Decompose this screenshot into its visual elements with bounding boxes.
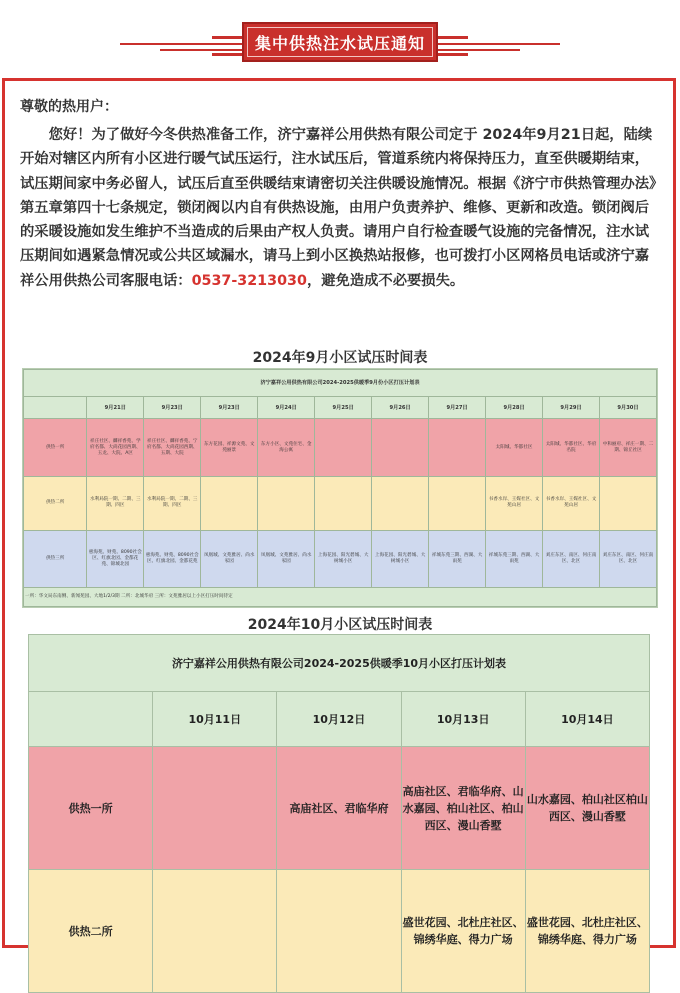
notice-body	[20, 97, 660, 293]
date-header: 10月12日	[277, 692, 401, 747]
schedule-cell: 山水嘉园、柏山社区柏山西区、漫山香墅	[525, 747, 649, 870]
schedule-cell: 凤凰城、文苑雅居、尚水家园	[258, 530, 315, 588]
notice-text-end: ，避免造成不必要损失。	[306, 272, 465, 289]
schedule-cell: 惠海苑、财苑、8090社会区、红旗北园、金都花苑	[144, 530, 201, 588]
schedule-cell: 水利局院一期、二期、三期、四区	[87, 477, 144, 531]
date-header: 9月21日	[87, 396, 144, 419]
corner-cell	[24, 396, 87, 419]
schedule-cell	[277, 870, 401, 993]
schedule-cell: 太阳城、华都社区	[486, 419, 543, 477]
date-header: 9月26日	[372, 396, 429, 419]
schedule-cell: 书香水岸、王媒社区、文苑山居	[486, 477, 543, 531]
schedule-cell	[315, 477, 372, 531]
schedule-cell: 刘庄东区、南区、何庄南区、北区	[543, 530, 600, 588]
september-table-title: 济宁嘉祥公用供热有限公司2024-2025供暖季9月份小区打压计划表	[24, 370, 657, 397]
september-section-title: 2024年9月小区试压时间表	[252, 350, 428, 366]
september-schedule-table	[22, 368, 658, 608]
schedule-cell: 东方花园、祥源文苑、文苑丽景	[201, 419, 258, 477]
schedule-cell: 上海花园、阳光碧城、大树城小区	[372, 530, 429, 588]
schedule-cell: 凤凰城、文苑雅居、尚水家园	[201, 530, 258, 588]
schedule-cell: 书香水岸、王媒社区、文苑山居	[543, 477, 600, 531]
date-header: 9月25日	[315, 396, 372, 419]
schedule-cell: 高庙社区、君临华府、山水嘉园、柏山社区、柏山西区、漫山香墅	[401, 747, 525, 870]
schedule-cell	[153, 870, 277, 993]
hotline-phone[interactable]: 0537-3213030	[191, 272, 307, 289]
date-header: 9月23日	[144, 396, 201, 419]
schedule-cell	[315, 419, 372, 477]
date-header: 9月28日	[486, 396, 543, 419]
schedule-cell: 中和丽府、祥庄一期、二期、锦丘社区	[600, 419, 657, 477]
schedule-cell	[258, 477, 315, 531]
date-header: 9月24日	[258, 396, 315, 419]
schedule-cell: 东方小区、文苑住宅、金海公寓	[258, 419, 315, 477]
station-label: 供热二所	[24, 477, 87, 531]
schedule-cell: 刘庄东区、南区、何庄南区、北区	[600, 530, 657, 588]
date-header: 10月13日	[401, 692, 525, 747]
schedule-cell: 盛世花园、北杜庄社区、锦绣华庭、得力广场	[525, 870, 649, 993]
date-header: 10月11日	[153, 692, 277, 747]
october-section-title: 2024年10月小区试压时间表	[247, 617, 433, 633]
schedule-cell: 祥城东苑三期、西湖、大雨苑	[429, 530, 486, 588]
station-label: 供热三所	[24, 530, 87, 588]
schedule-cell: 祥庄社区、麟祥香苑、宁府名都、大尚花园西期、五期、大院	[144, 419, 201, 477]
schedule-cell	[600, 477, 657, 531]
schedule-cell	[429, 477, 486, 531]
notice-text: 您好！为了做好今冬供热准备工作，济宁嘉祥公用供热有限公司定于 2024年9月21日起，陆续开始对辖区内所有小区进行暖气试压运行，注水试压后，管道系统内将保持压力，直至供暖期结束，试压期间家中务必留人，试压后直至供暖结束请密切关注供暖设施情况。根据《济宁市供热管理办法》第五章第四十七条规定，锁闭阀以内自有供热设施，由用户负责养护、维修、更新和改造。锁闭阀后的采暖设施如发生维护不当造成的后果由产权人负责。请用户自行检查暖气设施的完备情况，注水试压期间如遇紧急情况或公共区域漏水，请马上到小区换热站报修，也可拨打小区网格员电话或济宁嘉祥公用供热公司客服电话：	[20, 127, 657, 289]
schedule-cell: 祥城东苑三期、西湖、大雨苑	[486, 530, 543, 588]
schedule-cell: 高庙社区、君临华府	[277, 747, 401, 870]
schedule-cell: 太阳城、华都社区、华府名院	[543, 419, 600, 477]
schedule-cell	[372, 419, 429, 477]
station-label: 供热二所	[29, 870, 153, 993]
september-footnote: 一所：华文局东南侧、新闻苑园、大地1/2/3期 二所：北城华府 三所：文苑雅居以上小区打压时间待定	[24, 588, 657, 607]
station-label: 供热一所	[29, 747, 153, 870]
schedule-cell	[372, 477, 429, 531]
schedule-cell: 水利局院一期、二期、三期、四区	[144, 477, 201, 531]
october-table-title: 济宁嘉祥公用供热有限公司2024-2025供暖季10月小区打压计划表	[29, 635, 650, 692]
greeting: 尊敬的热用户：	[20, 99, 118, 115]
schedule-cell	[201, 477, 258, 531]
corner-cell	[29, 692, 153, 747]
date-header: 9月29日	[543, 396, 600, 419]
october-schedule-table	[28, 634, 650, 954]
header-banner	[0, 14, 680, 66]
date-header: 10月14日	[525, 692, 649, 747]
station-label: 供热一所	[24, 419, 87, 477]
schedule-cell: 祥庄社区、麟祥香苑、学府名都、大尚花园西期、玉龙、大院、A区	[87, 419, 144, 477]
schedule-cell	[429, 419, 486, 477]
date-header: 9月27日	[429, 396, 486, 419]
schedule-cell: 惠海苑、财苑、8090社会区、红旗北园、金都花苑、锦城北园	[87, 530, 144, 588]
schedule-cell: 盛世花园、北杜庄社区、锦绣华庭、得力广场	[401, 870, 525, 993]
schedule-cell: 上海花园、阳光碧城、大树城小区	[315, 530, 372, 588]
date-header: 9月23日	[201, 396, 258, 419]
notice-paragraph	[20, 123, 660, 293]
date-header: 9月30日	[600, 396, 657, 419]
schedule-cell	[153, 747, 277, 870]
page-title: 集中供热注水试压通知	[242, 22, 438, 62]
